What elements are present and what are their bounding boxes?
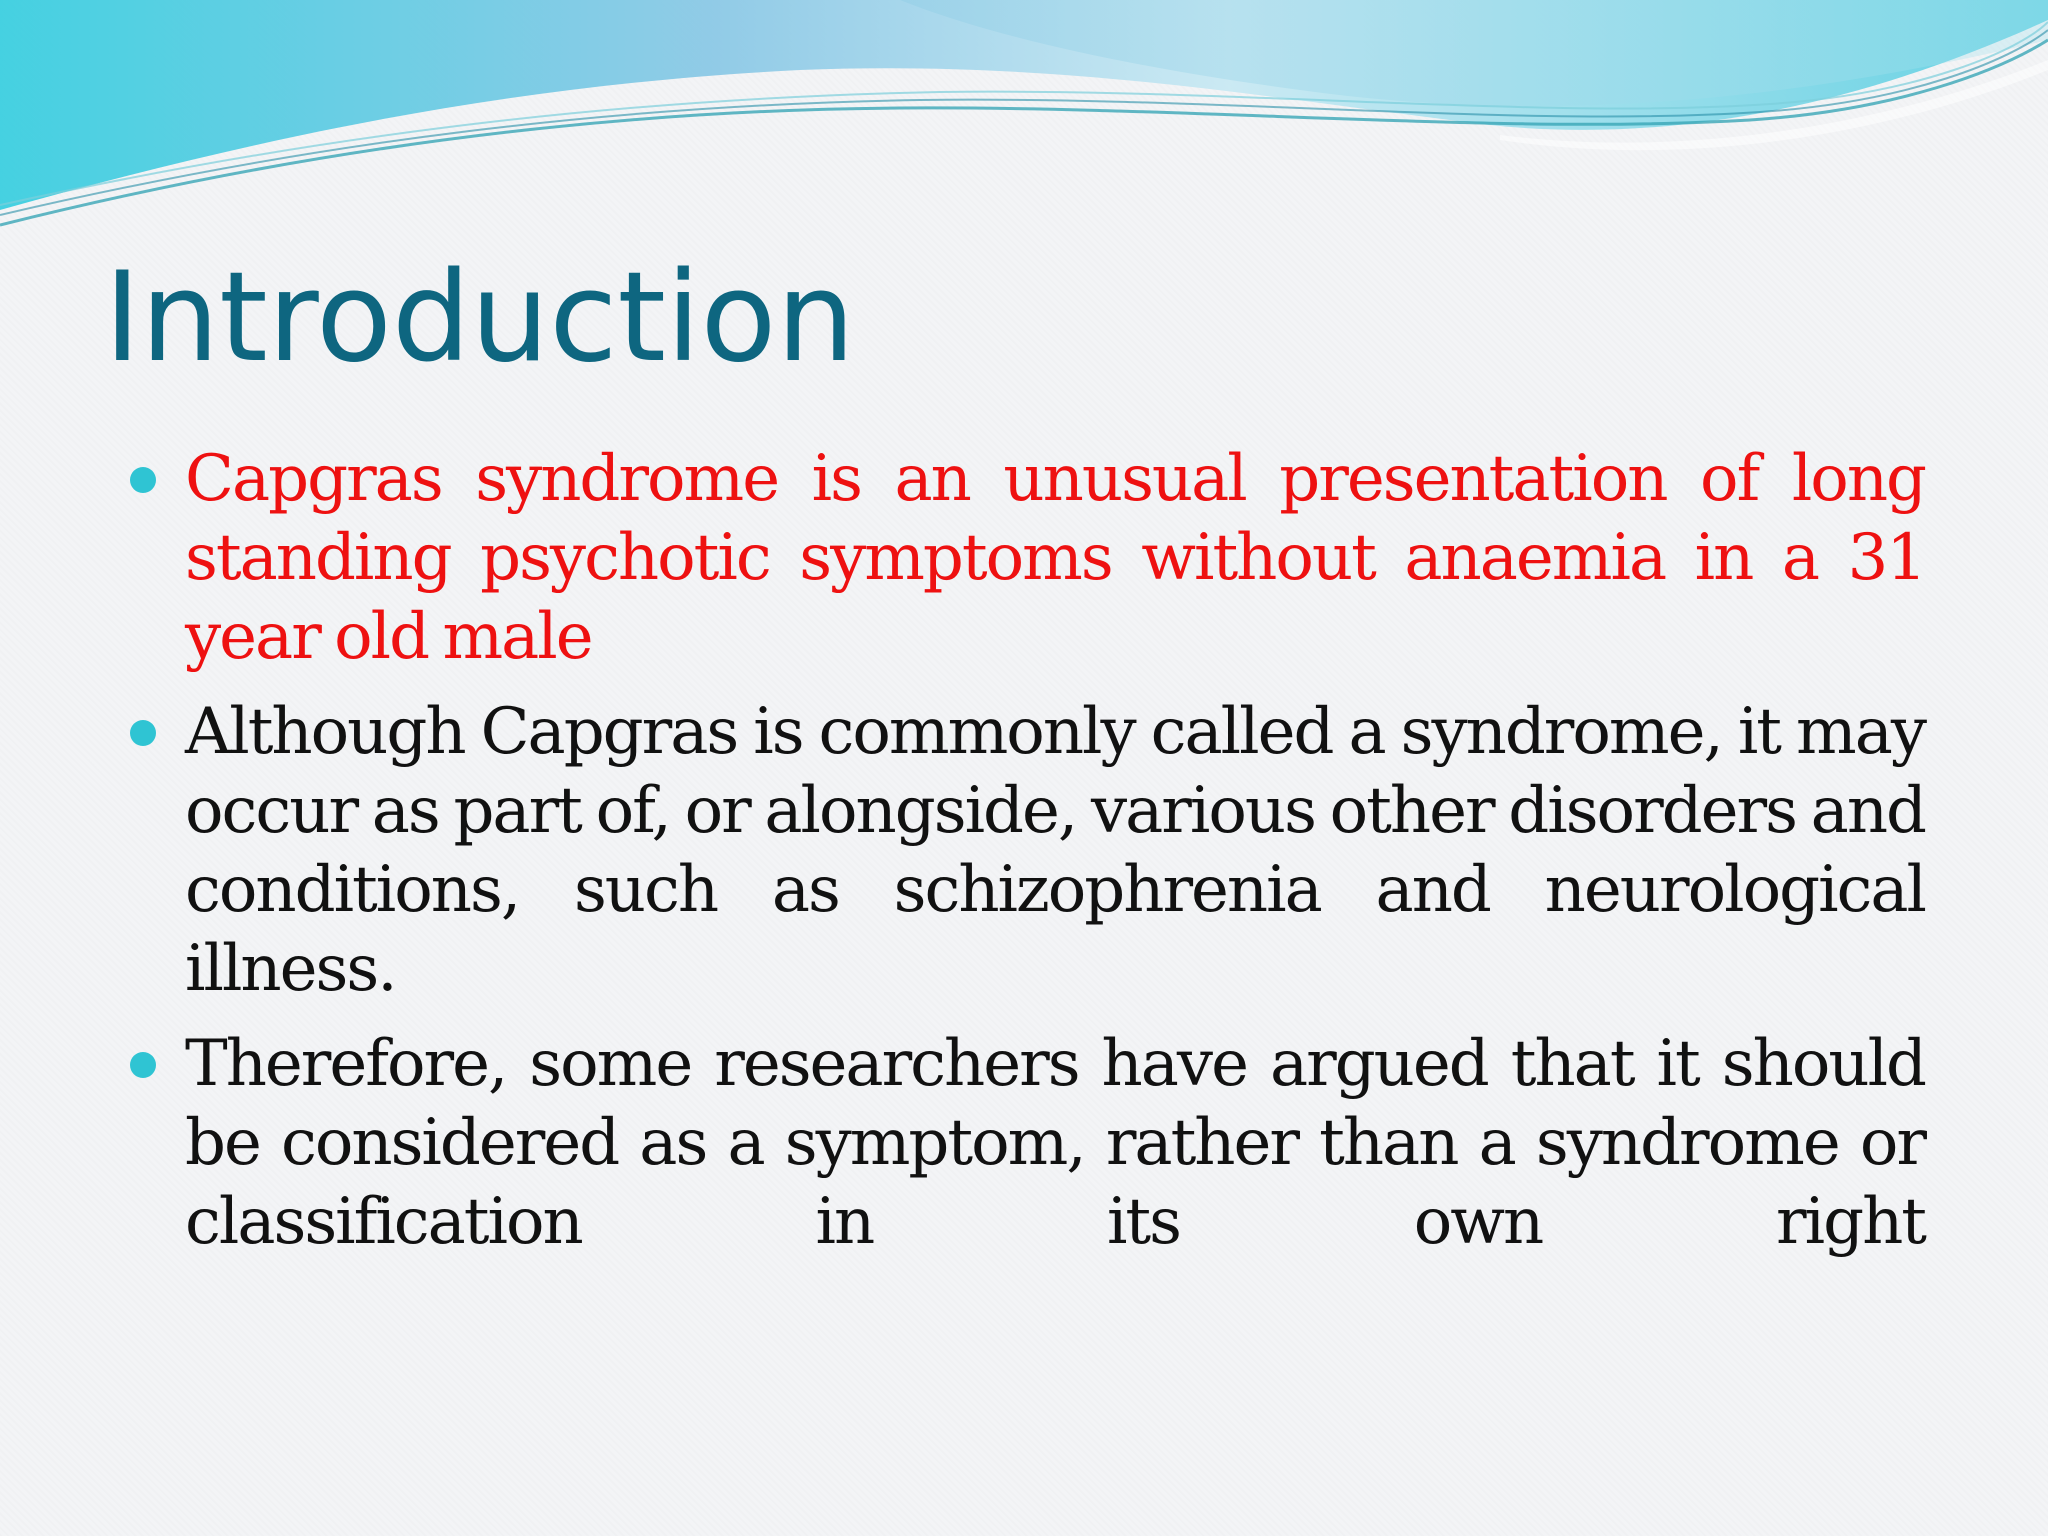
slide-title: Introduction (104, 246, 855, 390)
bullet-item (130, 440, 1925, 677)
bullet-dot-icon (130, 467, 156, 493)
bullet-item (130, 693, 1925, 1009)
bullet-item (130, 1025, 1925, 1262)
header-wave-graphic (0, 0, 2048, 260)
bullet-dot-icon (130, 1052, 156, 1078)
bullet-list (130, 440, 1925, 1278)
bullet-text: Capgras syndrome is an unusual presentation of long standing psychotic symptoms without anaemia in a 31 year old male (185, 442, 1925, 674)
bullet-dot-icon (130, 720, 156, 746)
bullet-text: Although Capgras is commonly called a syndrome, it may occur as part of, or alongside, various other disorders and conditions, such as schizophrenia and neurological illness. (185, 695, 1925, 1006)
bullet-text: Therefore, some researchers have argued that it should be considered as a symptom, rather than a syndrome or classification in its own right (185, 1027, 1925, 1259)
